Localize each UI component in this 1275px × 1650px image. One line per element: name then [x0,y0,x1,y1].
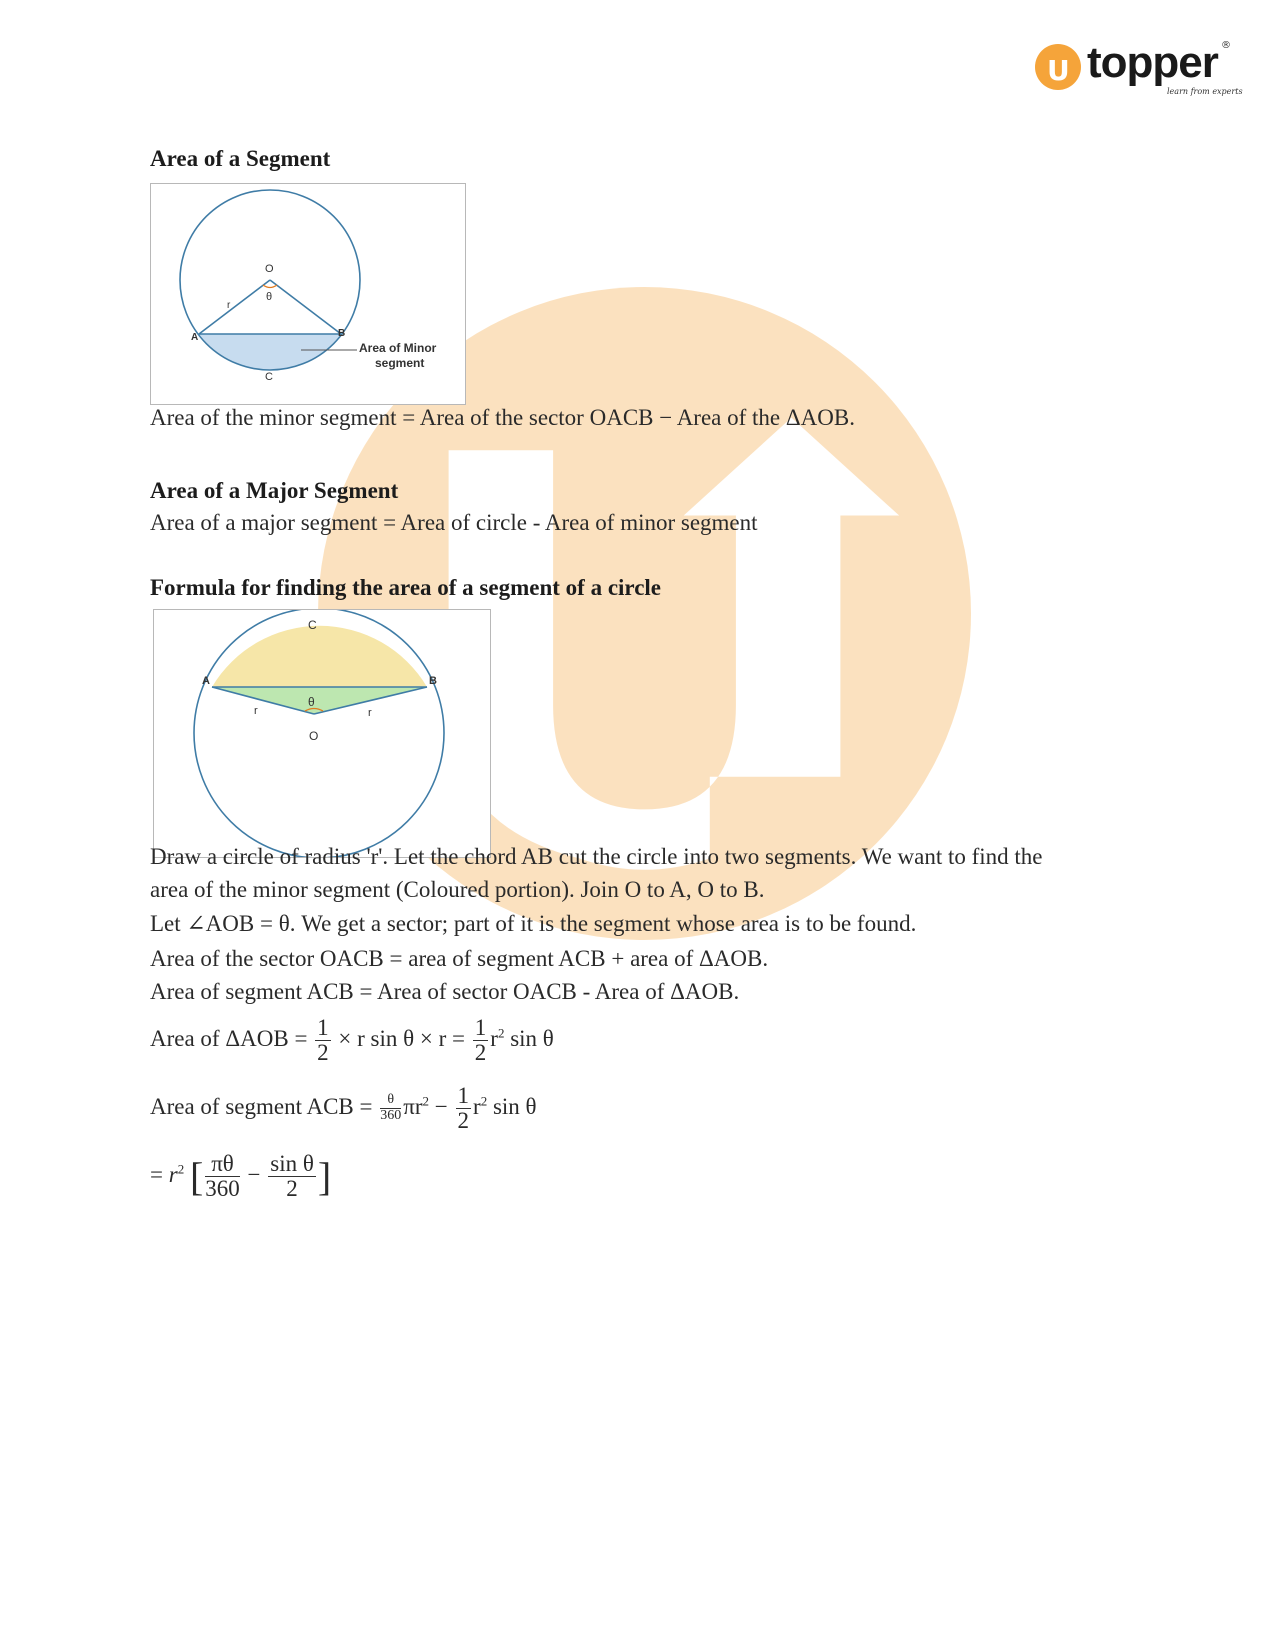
minor-segment-diagram [150,183,466,405]
major-segment-formula: Area of a major segment = Area of circle - Area of minor segment [150,510,758,535]
callout-line2: segment [375,356,425,370]
label-A: A [191,332,199,343]
label-C2: C [308,618,317,632]
logo-mark-icon: U [1035,44,1081,90]
callout-line1: Area of Minor [359,341,437,355]
logo-tagline: learn from experts [1167,87,1243,96]
heading-major-segment: Area of a Major Segment [150,478,399,503]
explanation-line-3: Let ∠AOB = θ. We get a sector; part of it is the segment whose area is to be found. [150,911,917,936]
logo-wordmark: topper [1087,38,1218,87]
label-theta: θ [266,291,273,303]
label-r: r [227,300,231,311]
equation-area-triangle: Area of ΔAOB = $\frac{1}{2}$ × r sin θ × r = $\frac{1}{2}$ $r^2$ sin θ [150,1015,554,1066]
label-r-right: r [368,707,372,719]
segment-formula-diagram [153,609,491,858]
fraction-half: $\frac{1}{2}$ [457,1083,470,1134]
explanation-line-4: Area of the sector OACB = area of segment ACB + area of ΔAOB. [150,946,769,971]
fraction-pi-theta-360: $\frac{\pi\theta}{360}$ [205,1151,240,1202]
equation-simplified: = $r^2$ [ $\frac{\pi\theta}{360}$ − $\frac{\text{sin θ}}{2}$ ] [150,1151,332,1202]
label-B2: B [429,675,437,687]
label-B: B [338,328,346,339]
minor-segment-formula: Area of the minor segment = Area of the sector OACB − Area of the ΔAOB. [150,405,855,430]
explanation-line-5: Area of segment ACB = Area of sector OACB - Area of ΔAOB. [150,979,740,1004]
label-r-left: r [254,705,258,717]
heading-area-of-segment: Area of a Segment [150,146,331,171]
label-O2: O [309,729,319,743]
label-A2: A [202,675,210,687]
fraction-sin-theta-2: $\frac{\text{sin θ}}{2}$ [270,1151,314,1202]
explanation-line-1: Draw a circle of radius 'r'. Let the chord AB cut the circle into two segments. We want to find the [150,844,1043,869]
equation-area-segment: Area of segment ACB = $\frac{\theta}{360}$ $\pi r^2$ − $\frac{1}{2}$ $r^2$ sin θ [150,1083,537,1134]
heading-segment-formula: Formula for finding the area of a segment of a circle [150,575,662,600]
topper-logo [1035,40,1245,100]
fraction-theta-360: $\frac{\theta}{360}$ [380,1092,402,1124]
label-O: O [265,263,274,275]
registered-mark: ® [1221,40,1231,51]
fraction-half: $\frac{1}{2}$ [317,1015,329,1066]
label-theta2: θ [308,695,315,709]
explanation-line-2: area of the minor segment (Coloured portion). Join O to A, O to B. [150,877,765,902]
fraction-half: $\frac{1}{2}$ [474,1015,487,1066]
label-C: C [265,371,273,383]
